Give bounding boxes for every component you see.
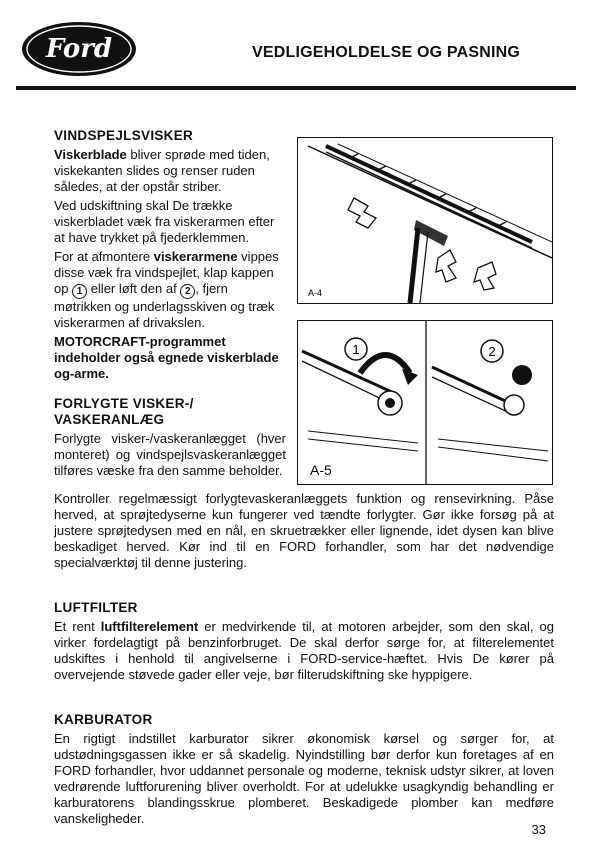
- air-filter-section: [54, 600, 554, 683]
- headlamp-check-paragraph-wrap: [54, 491, 554, 571]
- page-title: VEDLIGEHOLDELSE OG PASNING: [252, 44, 521, 61]
- carburetor-section: [54, 712, 554, 827]
- carburetor-heading: KARBURATOR: [54, 712, 153, 727]
- wiper-blade-illustration: [298, 138, 552, 303]
- arm-removal-paragraph: For at afmontere viskerarmene vippes disse væk fra vindspejlet, klap kappen op 1 eller løft den af 2 , fjern møtrikken og underlagsskiven og træk viskerarmen af drivakslen.: [54, 249, 279, 330]
- carburetor-paragraph: En rigtigt indstillet karburator sikrer økonomisk kørsel og sørger for, at udstødningsgassen ikke er så skadelig. Nyindstilling bør derfor kun foretages af en FORD forhandler, hvor uddannet personale og moderne, teknisk udstyr sikrer, at loven vedrørende luftforurening bliver overholdt. For at udelukke usagkyndig behandling er karburatorens blandingsskrue plomberet. Beskadigede plomber kan medføre vanskeligheder.: [54, 731, 554, 826]
- wiper-blades-term: Viskerblade: [54, 147, 127, 162]
- marker-2-icon: 2: [180, 284, 195, 299]
- headlamp-wiper-heading: FORLYGTE VISKER-/ VASKERANLÆG: [54, 396, 194, 427]
- headlamp-reservoir-paragraph: Forlygte visker-/vaskeranlægget (hver monteret) og vindspejlsvaskeranlægget tilføres væske fra den samme beholder.: [54, 431, 286, 478]
- figure-a4: [297, 137, 553, 304]
- header-rule: [16, 86, 576, 90]
- marker-1-icon: 1: [72, 284, 87, 299]
- figure-a5-label: A-5: [310, 462, 332, 478]
- wiper-arm-illustration: [298, 321, 552, 484]
- brand-text: Ford: [45, 34, 113, 64]
- headlamp-check-paragraph: Kontroller regelmæssigt forlygtevaskeranlæggets funktion og rensevirkning. Påse herved, at sprøjtedyserne kun fungerer ved tændte forlygter. Gør ikke forsøg på at justere sprøjtedysen med en nål, en skruetrækker eller lignende, idet dysen kan blive beskadiget herved. Kør ind til en FORD forhandler, som har det nødvendige specialværktøj til denne justering.: [54, 491, 554, 570]
- figure-a5: [297, 320, 553, 485]
- a5-marker-1-text: 1: [352, 342, 360, 357]
- page-number: 33: [531, 822, 546, 837]
- air-filter-paragraph: Et rent luftfilterelement er medvirkende til, at motoren arbejder, som den skal, og virker fordelagtigt på benzinforbruget. De skal derfor sørge for, at filterelementet udskiftes i henhold til angivelserne i FORD-service-hæftet. Hvis De kører på overvejende støvede gader eller veje, bør filterudskiftning ske hyppigere.: [54, 619, 554, 682]
- windshield-wiper-heading: VINDSPEJLSVISKER: [54, 128, 194, 143]
- ford-logo: [20, 20, 138, 78]
- air-filter-heading: LUFTFILTER: [54, 600, 138, 615]
- blade-replacement-paragraph: Ved udskiftning skal De trække viskerbladet væk fra viskerarmen efter at have trykket på fjederklemmen.: [54, 198, 275, 245]
- headlamp-wiper-section: [54, 396, 286, 482]
- a5-marker-2-text: 2: [488, 344, 496, 359]
- windshield-wiper-section: [54, 128, 286, 385]
- figure-a4-label: A-4: [308, 288, 323, 298]
- wiper-blades-paragraph: Viskerblade bliver sprøde med tiden, viskekanten slides og renser ruden således, at der opstår striber.: [54, 147, 270, 194]
- motorcraft-note: MOTORCRAFT-programmet indeholder også egnede viskerblade og-arme.: [54, 334, 279, 381]
